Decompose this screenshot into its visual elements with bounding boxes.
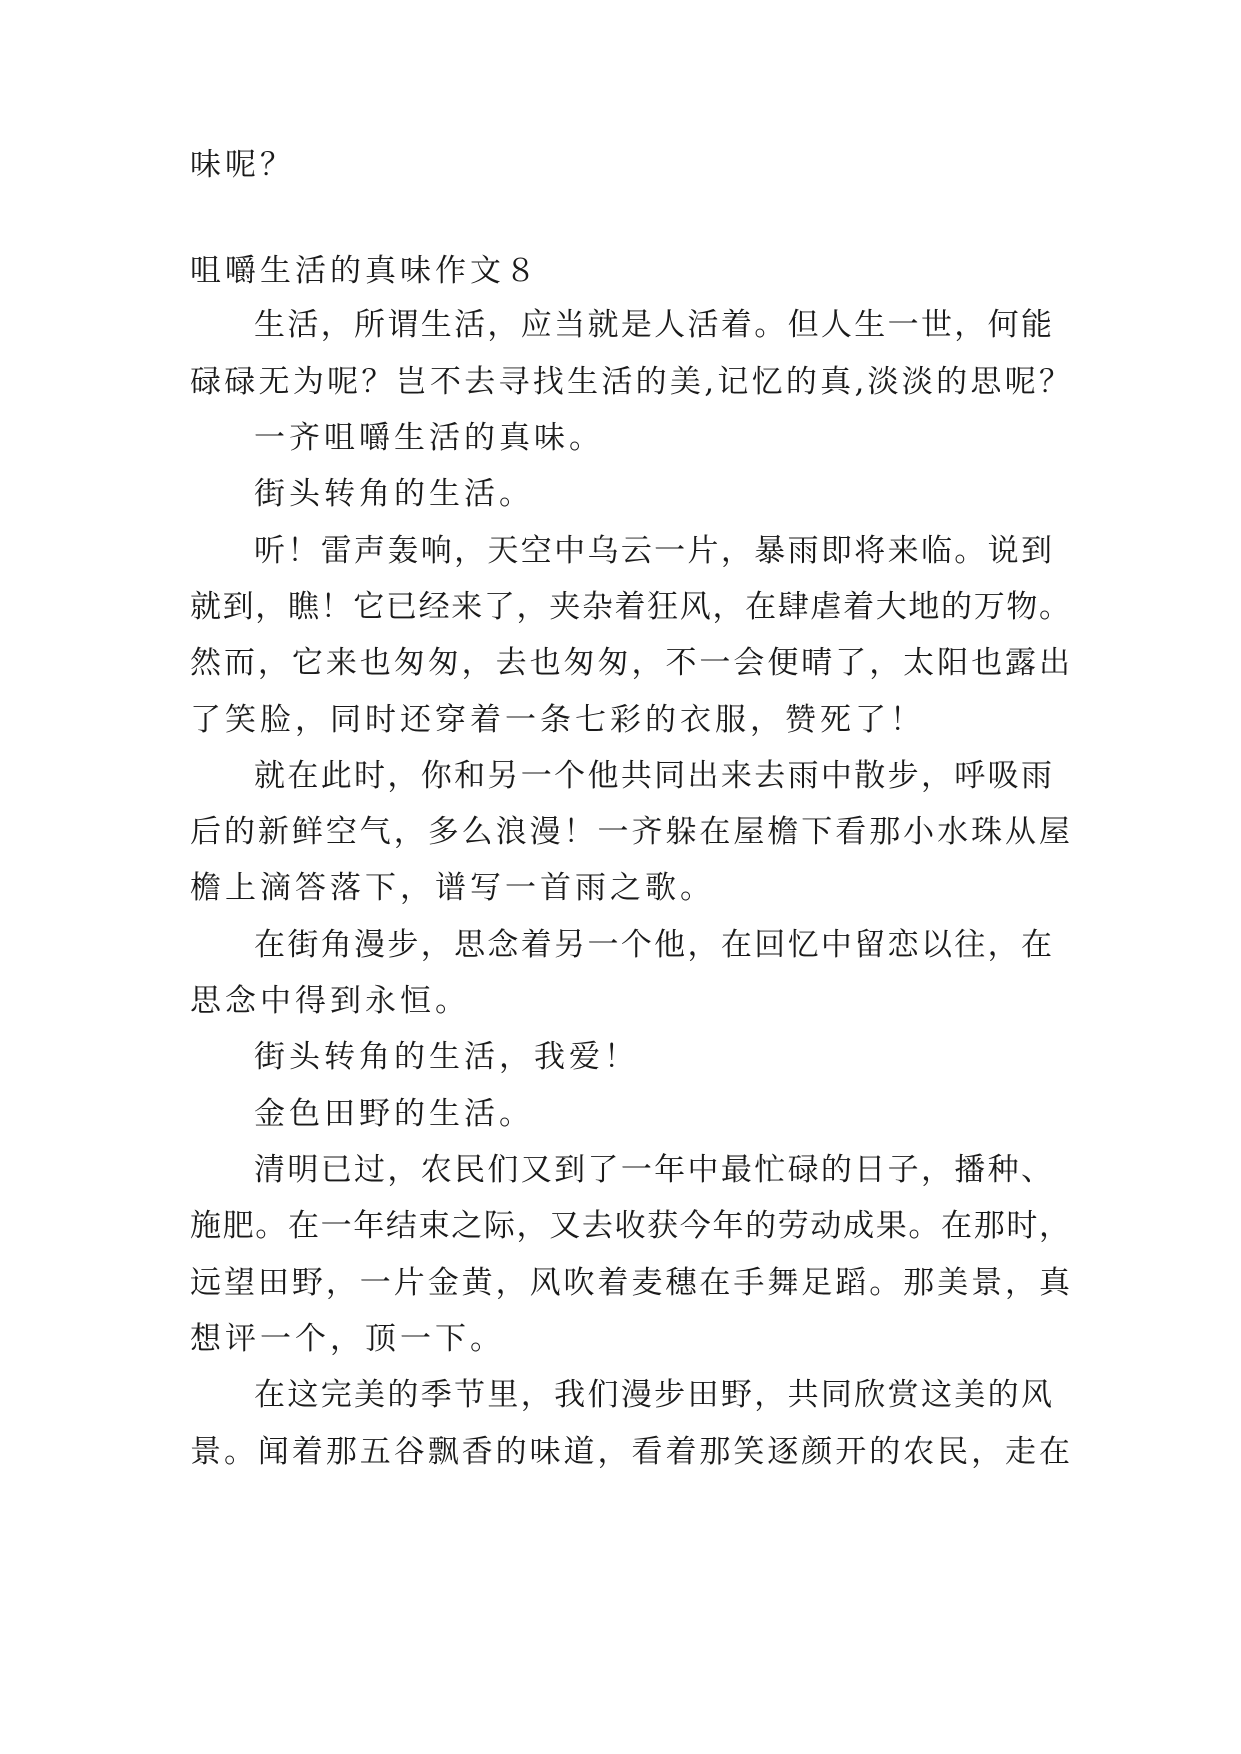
paragraph-line: 后的新鲜空气，多么浪漫！一齐躲在屋檐下看那小水珠从屋 <box>190 814 1070 850</box>
paragraph-line: 了笑脸，同时还穿着一条七彩的衣服，赞死了！ <box>190 702 925 738</box>
paragraph-line: 思念中得到永恒。 <box>190 983 470 1019</box>
continuation-text: 味呢？ <box>190 147 295 183</box>
paragraph-line: 生活，所谓生活，应当就是人活着。但人生一世，何能 <box>254 307 1052 343</box>
paragraph-line: 景。闻着那五谷飘香的味道，看着那笑逐颜开的农民，走在 <box>190 1434 1070 1470</box>
paragraph-line: 碌碌无为呢？岂不去寻找生活的美,记忆的真,淡淡的思呢？ <box>190 364 1070 400</box>
paragraph-line: 想评一个，顶一下。 <box>190 1321 505 1357</box>
paragraph-line: 就到，瞧！它已经来了，夹杂着狂风，在肆虐着大地的万物。 <box>190 589 1070 625</box>
paragraph-line: 街头转角的生活。 <box>254 476 534 512</box>
paragraph-line: 清明已过，农民们又到了一年中最忙碌的日子，播种、 <box>254 1152 1052 1188</box>
paragraph-line: 远望田野，一片金黄，风吹着麦穗在手舞足蹈。那美景，真 <box>190 1265 1070 1301</box>
paragraph-line: 金色田野的生活。 <box>254 1096 534 1132</box>
paragraph-line: 在这完美的季节里，我们漫步田野，共同欣赏这美的风 <box>254 1377 1052 1413</box>
paragraph-line: 然而，它来也匆匆，去也匆匆，不一会便晴了，太阳也露出 <box>190 645 1070 681</box>
paragraph-line: 听！雷声轰响，天空中乌云一片，暴雨即将来临。说到 <box>254 533 1052 569</box>
essay-title: 咀嚼生活的真味作文８ <box>190 253 540 289</box>
paragraph-line: 就在此时，你和另一个他共同出来去雨中散步，呼吸雨 <box>254 758 1052 794</box>
paragraph-line: 一齐咀嚼生活的真味。 <box>254 420 604 456</box>
paragraph-line: 檐上滴答落下，谱写一首雨之歌。 <box>190 870 715 906</box>
paragraph-line: 在街角漫步，思念着另一个他，在回忆中留恋以往，在 <box>254 927 1052 963</box>
paragraph-line: 施肥。在一年结束之际，又去收获今年的劳动成果。在那时， <box>190 1208 1070 1244</box>
paragraph-line: 街头转角的生活，我爱！ <box>254 1039 639 1075</box>
